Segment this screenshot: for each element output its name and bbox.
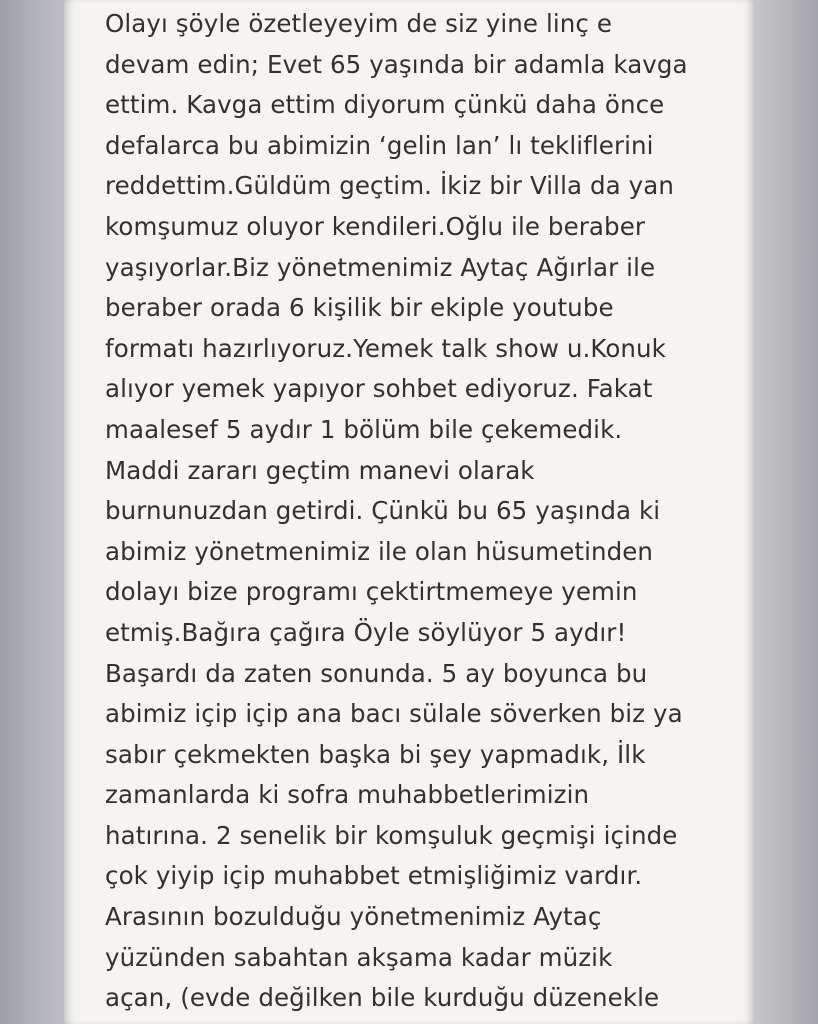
note-line: Başardı da zaten sonunda. 5 ay boyunca bu [105, 658, 648, 688]
note-line: Olayı şöyle özetleyeyim de siz yine linç e [105, 9, 613, 38]
note-line: Arasının bozulduğu yönetmenimiz Aytaç [105, 902, 602, 932]
note-line: zamanlarda ki sofra muhabbetlerimizin [105, 780, 590, 810]
note-line: hatırına. 2 senelik bir komşuluk geçmişi içinde [105, 820, 678, 850]
note-line: etmiş.Bağıra çağıra Öyle söylüyor 5 aydır! [105, 617, 627, 647]
note-line: formatı hazırlıyoruz.Yemek talk show u.Konuk [105, 333, 666, 363]
note-line: açan, (evde değilken bile kurduğu düzenekle [105, 983, 660, 1013]
note-line: beraber orada 6 kişilik bir ekiple youtube [105, 293, 614, 323]
note-line: yaşıyorlar.Biz yönetmenimiz Aytaç Ağırlar ile [105, 252, 656, 282]
note-line: abimiz yönetmenimiz ile olan hüsumetinden [105, 536, 654, 566]
note-line: dolayı bize programı çektirtmemeye yemin [105, 577, 638, 607]
note-line: sabır çekmekten başka bi şey yapmadık, İlk [105, 739, 646, 769]
note-line: defalarca bu abimizin ‘gelin lan’ lı tekliflerini [105, 130, 654, 160]
note-line: ettim. Kavga ettim diyorum çünkü daha önce [105, 90, 665, 120]
note-line: maalesef 5 aydır 1 bölüm bile çekemedik. [105, 414, 623, 444]
note-line: komşumuz oluyor kendileri.Oğlu ile beraber [105, 211, 646, 241]
note-line: yüzünden sabahtan akşama kadar müzik [105, 942, 613, 972]
note-line: burnunuzdan getirdi. Çünkü bu 65 yaşında ki [105, 496, 661, 526]
note-line: alıyor yemek yapıyor sohbet ediyoruz. Fakat [105, 374, 653, 404]
note-line: çok yiyip içip muhabbet etmişliğimiz vardır. [105, 861, 643, 891]
note-body [105, 4, 745, 1019]
note-line: Maddi zararı geçtim manevi olarak [105, 455, 535, 485]
note-line: devam edin; Evet 65 yaşında bir adamla kavga [105, 49, 688, 79]
right-margin [754, 0, 818, 1024]
note-line: abimiz içip içip ana bacı sülale söverken biz ya [105, 699, 683, 729]
note-paper [64, 0, 754, 1024]
note-line: reddettim.Güldüm geçtim. İkiz bir Villa da yan [105, 171, 674, 201]
